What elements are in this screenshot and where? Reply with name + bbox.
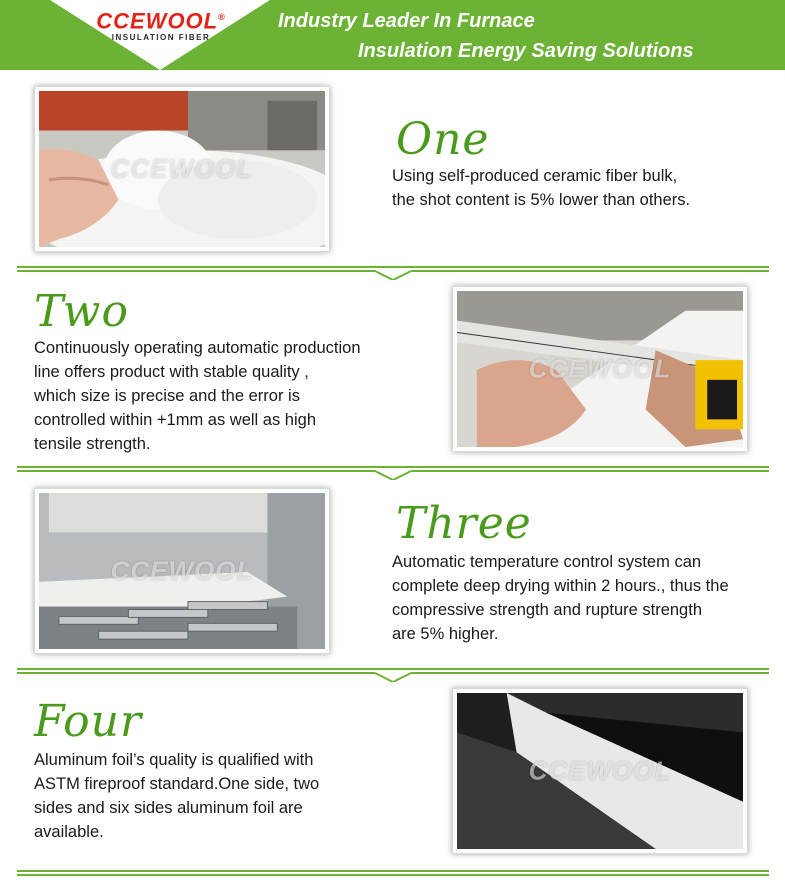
- text-line: Automatic temperature control system can: [392, 553, 702, 571]
- tagline-line-2: Insulation Energy Saving Solutions: [358, 40, 694, 62]
- watermark-3: CCEWOOL: [110, 555, 254, 586]
- photo-measuring-tape: [452, 286, 748, 452]
- text-line: sides and six sides aluminum foil are: [34, 799, 303, 817]
- photo-aluminum-foil: [452, 688, 748, 854]
- section-text-four: [34, 748, 319, 844]
- section-divider: [17, 462, 769, 480]
- text-line: Continuously operating automatic production: [34, 339, 361, 357]
- text-line: compressive strength and rupture strength: [392, 601, 702, 619]
- tagline-line-1: Industry Leader In Furnace: [278, 10, 535, 32]
- brand-name: CCEWOOL: [96, 8, 219, 34]
- watermark-2: CCEWOOL: [528, 353, 672, 384]
- text-line: Using self-produced ceramic fiber bulk,: [392, 167, 678, 185]
- brand-registered-mark: ®: [218, 12, 226, 22]
- brand-logo[interactable]: [96, 6, 226, 42]
- watermark-4: CCEWOOL: [528, 755, 672, 786]
- section-text-three: [392, 550, 729, 646]
- section-divider: [17, 262, 769, 280]
- text-line: Aluminum foil’s quality is qualified with: [34, 751, 314, 769]
- text-line: line offers product with stable quality ,: [34, 363, 309, 381]
- text-line: tensile strength.: [34, 435, 151, 453]
- text-line: which size is precise and the error is: [34, 387, 300, 405]
- section-heading-one: One: [396, 114, 490, 165]
- text-line: ASTM fireproof standard.One side, two: [34, 775, 320, 793]
- watermark-1: CCEWOOL: [110, 153, 254, 184]
- text-line: controlled within +1mm as well as high: [34, 411, 317, 429]
- section-divider: [17, 664, 769, 682]
- text-line: complete deep drying within 2 hours., thus the: [392, 577, 729, 595]
- text-line: the shot content is 5% lower than others.: [392, 191, 691, 209]
- brand-subtitle: INSULATION FIBER: [111, 33, 211, 43]
- photo-fiber-bulk: [34, 86, 330, 252]
- photo-drying-line: [34, 488, 330, 654]
- section-heading-three: Three: [396, 498, 532, 549]
- text-line: are 5% higher.: [392, 625, 499, 643]
- section-text-two: [34, 336, 361, 456]
- section-text-one: [392, 164, 690, 212]
- section-heading-two: Two: [34, 286, 129, 337]
- text-line: available.: [34, 823, 104, 841]
- section-divider: [17, 868, 769, 886]
- section-heading-four: Four: [34, 696, 142, 747]
